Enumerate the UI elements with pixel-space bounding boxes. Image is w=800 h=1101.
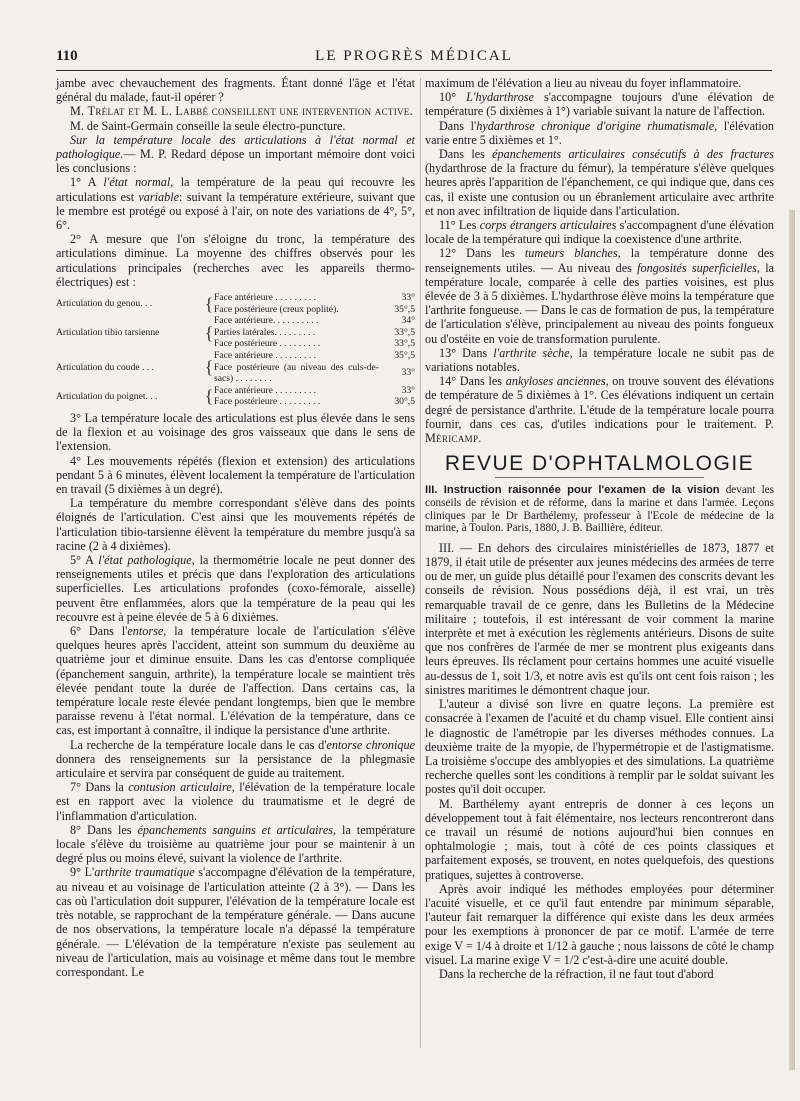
conclusion-10: 10° L'hydarthrose s'accompagne toujours d'une élévation de température (5 dixièmes à 1°) variable suivant la nature de l'affection. [425,90,774,119]
temperature-table [56,292,415,408]
part-label: Face antérieure . . . . . . . . . [214,292,317,304]
joint-label: Articulation du poignet. . . [56,390,158,402]
temp-value: 33° [401,292,415,304]
page-header [56,46,772,70]
part-label: Face postérieure . . . . . . . . . [214,338,321,350]
section-heading-italic: Sur la température locale des articulations à l'état normal et pathologique. [56,132,415,162]
paragraph: jambe avec chevauchement des fragments. Étant donné l'âge et l'état général du malade, faut-il opérer ? [56,76,415,105]
temp-value: 33° [401,384,415,396]
joint-label: Articulation du coude . . . [56,361,155,373]
conclusion-2: 2° A mesure que l'on s'éloigne du tronc, la température des articulations diminue. La moyenne des chiffres observés pour les articulations principales (recherches avec les appareils thermo-électriques) est : [56,232,415,289]
table-row [56,385,415,397]
paragraph-redard: Sur la température locale des articulations à l'état normal et pathologique.— M. P. Redard dépose un important mémoire dont voici les conclusions : [56,132,415,176]
column-divider [420,78,421,1048]
paragraph: M. Trélat et M. L. Labbé conseillent une intervention active. [70,104,413,119]
section-title: REVUE D'OPHTALMOLOGIE [444,452,755,476]
paragraph: Dans les épanchements articulaires consécutifs à des fractures (hydarthrose de la fracture du fémur), la température s'élève quelques heures après l'apparition de l'épanchement, ce qui indique que, dans ces cas, il existe une contusion ou un ébranlement articulaire avec arthrite et non avec infiltration de liquide dans l'articulation. [425,147,774,218]
brace: { [204,386,214,407]
book-reference: III. Instruction raisonnée pour l'examen de la vision devant les conseils de révision et de réforme, dans la marine et dans l'armée. Leçons cliniques par le Dr Barthélemy, professeur à l'Ecole de médecine de la marine, à Toulon. Paris, 1880, J. B. Baillière, éditeur. [425,484,774,535]
conclusion-8: 8° Dans les épanchements sanguins et articulaires, la température locale s'élève du troisième au quatrième jour pour se maintenir à un degré plus ou moins élevé, suivant la violence de l'arthrite. [56,822,416,866]
table-row [56,350,415,362]
temp-value: 30°,5 [394,396,415,408]
part-label: Face postérieure . . . . . . . . . [214,396,321,408]
temp-value: 34° [401,315,415,327]
part-label: Face postérieure (creux poplité). [214,303,339,315]
part-label: Face antérieure . . . . . . . . . [214,350,317,362]
book-title: III. Instruction raisonnée pour l'examen de la vision [425,484,720,497]
paragraph: maximum de l'élévation a lieu au niveau du foyer inflammatoire. [425,76,742,90]
section-rule [495,477,704,478]
conclusion-4: 4° Les mouvements répétés (flexion et extension) des articulations pendant 5 à 6 minutes, élèvent localement la température de l'articulation en travail (5 dixièmes à un degré). [56,453,415,496]
temp-value: 33°,5 [394,326,415,338]
paragraph: La température du membre correspondant s'élève dans des points éloignés de l'articulation. C'est ainsi que les mouvements répétés de l'articulation tibio-tarsienne élèvent la température du membre jusqu'à sa racine (2 à 4 dixièmes). [56,496,415,553]
page-edge-shadow [789,210,795,1070]
conclusion-1: 1° A l'état normal, la température de la peau qui recouvre les articulations est variable: suivant la température extérieure, suivant que le membre est protégé ou exposé à l'air, on note des variations de 4°, 5°, 6°. [56,175,415,233]
temp-value: 33° [401,367,415,379]
conclusion-7: 7° Dans la contusion articulaire, l'élévation de la température locale est en rapport avec la violence du traumatisme et le degré de l'inflammation d'articulation. [56,780,415,823]
paragraph: M. de Saint-Germain conseille la seule électro-puncture. [70,118,346,133]
brace: { [204,322,214,343]
left-column [56,76,415,979]
part-label: Face antérieure . . . . . . . . . [214,384,317,396]
table-row [56,292,415,304]
conclusion-13: 13° Dans l'arthrite sèche, la température locale ne subit pas de variations notables. [425,345,775,375]
conclusion-9: 9° L'arthrite traumatique s'accompagne d'élévation de la température, au niveau et au voisinage de l'articulation atteinte (2 à 3°). — Dans les cas où l'articulation doit suppurer, l'élévation de la température locale est très notable, se rapprochant de la température générale. — Dans aucune de nos observations, la température locale n'a dépassé la température générale. — L'élévation de la température n'existe pas seulement au niveau de l'articulation, mais au voisinage et même dans tout le membre correspondant. Le [56,865,416,979]
header-rule [56,70,772,71]
joint-label: Articulation tibio tarsienne [56,326,160,338]
brace: { [204,357,214,378]
paragraph: La recherche de la température locale dans le cas d'entorse chronique donnera des renseignements sur la persistance de la phlegmasie articulaire et servira par conséquent de guide au traitement. [56,737,416,781]
paragraph: M. Barthélemy ayant entrepris de donner à ces leçons un développement tout à fait élémentaire, nos lecteurs rencontreront dans ce travail un résumé de notions aujourd'hui bien connues en ophtalmologie ; mais, tout à côté de ces points classiques et parfaitement exposés, se trouvent, en notes quelquefois, des questions pratiques, sujettes à controverse. [425,796,774,882]
part-label: Face antérieure. . . . . . . . . . [214,315,319,327]
right-column [425,76,774,981]
paragraph: L'auteur a divisé son livre en quatre leçons. La première est consacrée à l'examen de l'acuité et du champ visuel. Elle contient ainsi le diagnostic de l'amétropie par les diverses méthodes connues. La deuxième traite de la myopie, de l'hypermétropie et de l'astigmatisme. La troisième s'occupe des amblyopies et des simulations. La quatrième recherche quelles sont les conditions à remplir par le soldat suivant les postes qu'il doit occuper. [425,697,774,797]
conclusion-14: 14° Dans les ankyloses anciennes, on trouve souvent des élévations de température de 5 dixièmes à 1°. Ces élévations indiquent un certain degré de persistance d'arthrite. L'étude de la température locale pourra fournir, dans ces cas, d'utiles indications pour le traitement. P. Méricamp. [425,374,774,446]
conclusion-12: 12° Dans les tumeurs blanches, la température donne des renseignements utiles. — Au niveau des fongosités superficielles, la température locale, comparée à celle des parties voisines, est plus élevée de 3 à 5 dixièmes. L'hydarthrose élève moins la température que l'arthrite fongueuse. — Dans le cas de formation de pus, la température de l'articulation s'élève, principalement au niveau des points fongueux ou d'ostéite en voie de transformation purulente. [425,246,775,346]
paragraph: III. — En dehors des circulaires ministérielles de 1873, 1877 et 1879, il était utile de présenter aux jeunes médecins des armées de terre ou de mer, un guide plus détaillé pour l'examen des conscrits devant les conseils de révision. Nous possédions déjà, il est vrai, un très remarquable travail de ce genre, dans les Bulletins de la Médecine militaire ; toutefois, il est intéressant de voir comment la marine interprète et met à exécution les règlements antérieurs. Disons de suite que nos confrères de l'armée de mer se montrent plus exigeants dans leurs épreuves. Ils réclament pour certains hommes une acuité visuelle au-dessus de 1, soit 1/3, et notre avis est qu'ils ont cent fois raison ; les sinistres maritimes le démontrent chaque jour. [425,540,774,697]
paragraph: Après avoir indiqué les méthodes employées pour déterminer l'acuité visuelle, et ce qu'il faut entendre par minimum séparable, l'auteur fait remarquer la différence qui existe dans les deux armées pour les exemptions à prononcer de par ce motif. L'armée de terre exige V = 1/4 à droite et 1/12 à gauche ; nous laissons de côté le champ visuel. La marine exige V = 1/2 c'est-à-dire une acuité double. [425,881,774,967]
conclusion-11: 11° Les corps étrangers articulaires s'accompagnent d'une élévation locale de la température qui indique la coexistence d'une arthrite. [425,218,775,247]
joint-label: Articulation du genou. . . [56,297,153,309]
journal-title: LE PROGRÈS MÉDICAL [315,48,513,64]
brace: { [204,293,214,314]
part-label: Parties latérales. . . . . . . . . [214,326,316,338]
conclusion-3: 3° La température locale des articulations est plus élevée dans le sens de la flexion et au voisinage des gros vaisseaux que dans le sens de l'extension. [56,410,415,454]
paragraph: Dans la recherche de la réfraction, il ne faut tout d'abord [439,966,714,981]
temp-value: 35°,5 [394,350,415,362]
page-number: 110 [56,48,78,64]
paragraph: Dans l'hydarthrose chronique d'origine rhumatismale, l'élévation varie entre 5 dixièmes et 1°. [425,118,774,147]
part-label: Face postérieure (au niveau des culs-de-sacs) . . . . . . . . [214,361,379,385]
temp-value: 33°,5 [394,338,415,350]
conclusion-6: 6° Dans l'entorse, la température locale de l'articulation s'élève quelques heures après l'accident, atteint son summum du deuxième au quatrième jour et diminue ensuite. Dans les cas d'entorse compliquée (épanchement sanguin, arthrite), la température locale se maintient très élevée pendant toute la durée de l'affection. Dans certains cas, la température locale reste élevée pendant longtemps, bien que le membre paraisse revenu à l'état normal. L'élévation de la température, dans ce cas, est important à connaître, il indique la persistance d'une arthrite. [56,624,415,738]
temp-value: 35°,5 [394,303,415,315]
conclusion-5: 5° A l'état pathologique, la thermométrie locale ne peut donner des renseignements utiles et précis que dans l'exploration des articulations superficielles. Les articulations profondes (coxo-fémorale, aisselle) peuvent être enflammées, alors que la température de la peau qui les recouvre est à peine élevée de 5 à 6 dixièmes. [56,553,415,624]
table-row [56,315,415,327]
author-signature: P. Méricamp. [425,416,774,446]
